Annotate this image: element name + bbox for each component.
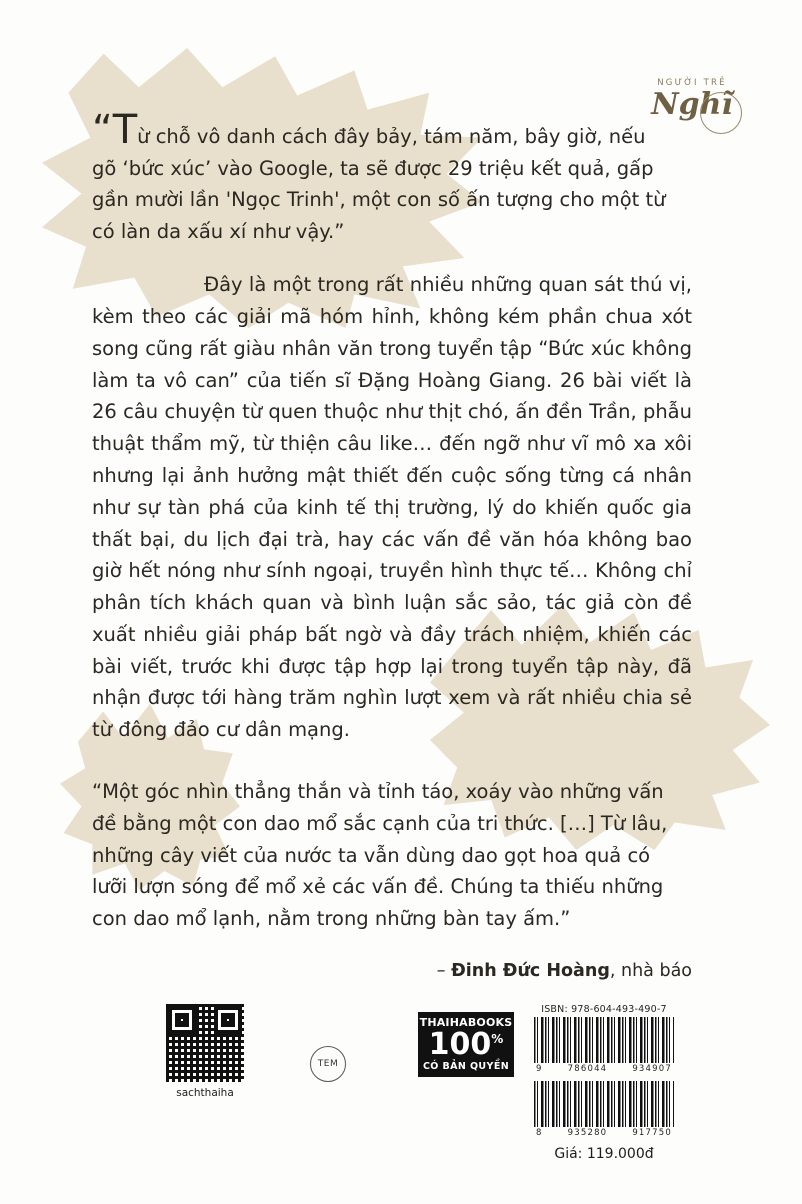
barcode-bottom-digit-3: 917750 (632, 1128, 672, 1138)
barcode-top-digit-1: 9 (536, 1064, 543, 1074)
cover-footer (0, 1004, 802, 1162)
body-paragraph: Đây là một trong rất nhiều những quan sát thú vị, kèm theo các giải mã hóm hỉnh, không kém phần chua xót song cũng rất giàu nhân văn trong tuyển tập “Bức xúc không làm ta vô can” của tiến sĩ Đặng Hoàng Giang. 26 bài viết là 26 câu chuyện từ quen thuộc như thịt chó, ấn đền Trần, phẫu thuật thẩm mỹ, từ thiện câu like… đến ngỡ như vĩ mô xa xôi nhưng lại ảnh hưởng mật thiết đến cuộc sống từng cá nhân như sự tàn phá của kinh tế thị trường, lý do khiến quốc gia thất bại, du lịch đại trà, hay các vấn đề văn hóa không bao giờ hết nóng như sính ngoại, truyền hình thực tế… Không chỉ phân tích khách quan và bình luận sắc sảo, tác giả còn đề xuất nhiều giải pháp bất ngờ và đầy trách nhiệm, khiến các bài viết, trước khi được tập hợp lại trong tuyển tập này, đã nhận được tới hàng trăm nghìn lượt xem và rất nhiều chia sẻ từ đông đảo cư dân mạng. (92, 273, 692, 742)
price-label: Giá: 119.000đ (554, 1146, 654, 1162)
pull-quote-bottom: “Một góc nhìn thẳng thắn và tỉnh táo, xoáy vào những vấn đề bằng một con dao mổ sắc cạnh của tri thức. […] Từ lâu, những cây viết của nước ta vẫn dùng dao gọt hoa quả có lưỡi lượn sóng để mổ xẻ các vấn đề. Chúng ta thiếu những con dao mổ lạnh, nằm trong những bàn tay ấm.” (92, 780, 668, 931)
barcode-bottom-digits (534, 1127, 674, 1138)
quote-attribution (92, 961, 692, 981)
barcode-top-digits (534, 1063, 674, 1074)
qr-code-block (163, 1004, 247, 1099)
pull-quote-top-text: ừ chỗ vô danh cách đây bảy, tám năm, bây giờ, nếu gõ ‘bức xúc’ vào Google, ta sẽ được 29 triệu kết quả, gấp gần mười lần 'Ngọc Trinh', một con số ấn tượng cho một từ có làn da xấu xí như vậy.” (92, 125, 666, 243)
cover-text-content (92, 107, 692, 981)
seal-number (418, 1029, 514, 1061)
barcode-top-digit-3: 934907 (632, 1064, 672, 1074)
barcode-bottom (534, 1081, 674, 1127)
qr-caption: sachthaiha (176, 1087, 234, 1099)
tem-label: TEM (317, 1059, 339, 1069)
logo-wordmark: Nghĩ (651, 87, 733, 122)
seal-subtitle: CÓ BẢN QUYỀN (422, 1060, 510, 1072)
logo-kicker: NGƯỜI TRẺ (657, 78, 727, 88)
pull-quote-top (92, 107, 667, 247)
barcode-top-digit-2: 786044 (567, 1064, 608, 1074)
isbn-block (534, 1004, 674, 1162)
seal-number-value: 100 (428, 1027, 492, 1062)
attribution-dash: – (436, 960, 446, 981)
copyright-seal (418, 1012, 514, 1077)
seal-brand: THAIHABOOKS (419, 1016, 513, 1029)
seal-percent: % (491, 1032, 504, 1046)
barcode-bottom-digit-2: 935280 (567, 1128, 608, 1138)
attribution-name: Đinh Đức Hoàng (451, 960, 610, 981)
attribution-role: , nhà báo (609, 960, 692, 981)
barcode-top (534, 1017, 674, 1063)
qr-code-icon (166, 1004, 244, 1082)
drop-cap: “T (92, 107, 138, 153)
tem-stamp-badge (310, 1046, 346, 1082)
logo-circle-icon (700, 92, 742, 134)
barcode-bottom-digit-1: 8 (536, 1128, 543, 1138)
isbn-text: ISBN: 978-604-493-490-7 (541, 1004, 667, 1015)
